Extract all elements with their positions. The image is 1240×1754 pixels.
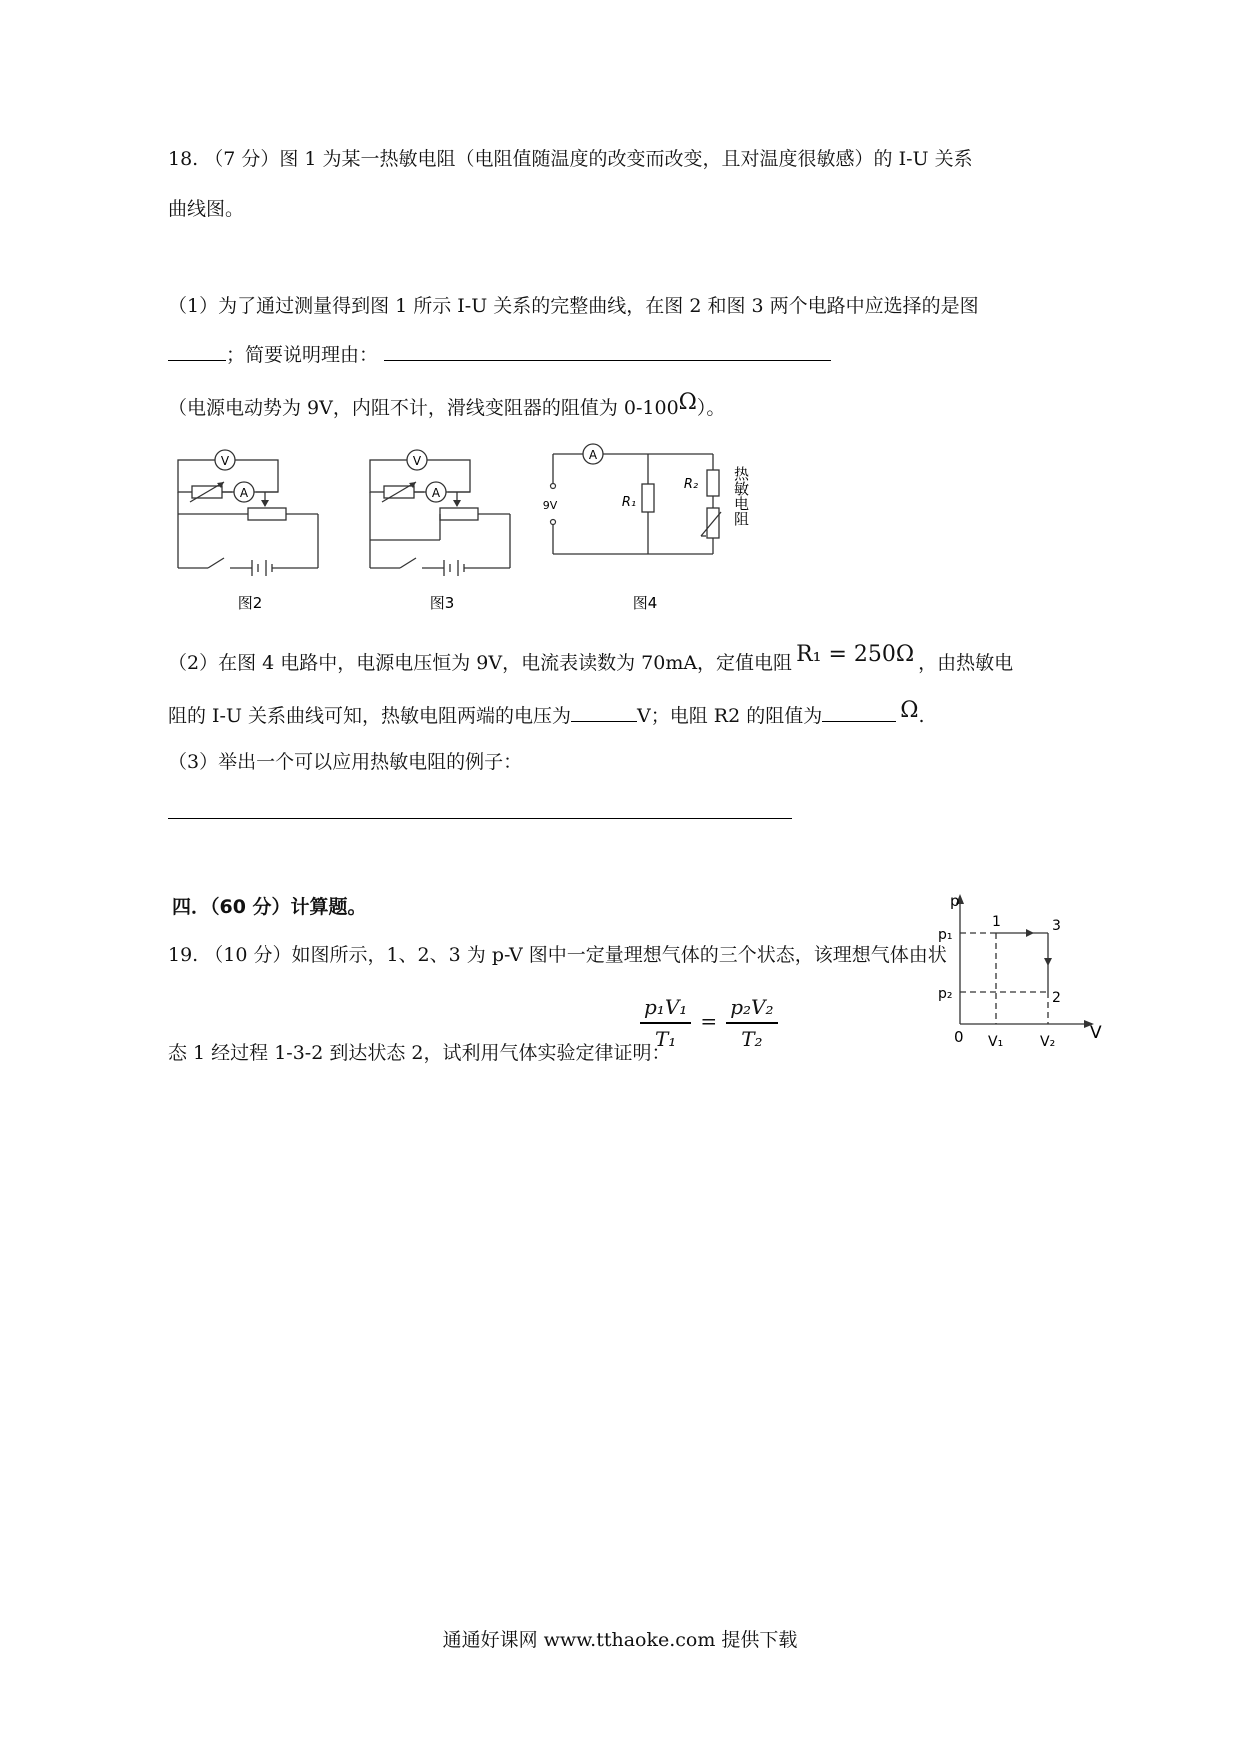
ammeter-label: A — [239, 486, 249, 500]
q19-line2: 态 1 经过程 1-3-2 到达状态 2，试利用气体实验定律证明： — [168, 1042, 671, 1064]
figure-3-caption: 图3 — [429, 594, 455, 612]
q18-line2: 曲线图。 — [168, 198, 245, 220]
p2-label: p₂ — [938, 986, 953, 1002]
q18-part1-line2 — [168, 346, 831, 365]
figure-2-circuit — [170, 440, 330, 615]
v2-label: V₂ — [1040, 1034, 1056, 1050]
thermistor-label: 热敏电阻 — [732, 466, 750, 526]
figure-3-circuit — [362, 440, 522, 615]
figure-2-caption: 图2 — [237, 594, 263, 612]
q18-part1-line1: （1）为了通过测量得到图 1 所示 I-U 关系的完整曲线，在图 2 和图 3 两个电路中应选择的是图 — [168, 295, 979, 317]
answer-blank-figure[interactable] — [168, 359, 226, 361]
r2-label: R₂ — [683, 477, 699, 492]
pv-graph — [930, 888, 1110, 1058]
q18-part3-line1: （3）举出一个可以应用热敏电阻的例子： — [168, 751, 523, 773]
q18-part2-voltage-label: 阻的 I-U 关系曲线可知，热敏电阻两端的电压为 — [168, 705, 572, 727]
ohm-symbol: Ω — [900, 698, 919, 723]
formula-right-denominator: T₂ — [741, 1027, 763, 1051]
formula-left-denominator: T₁ — [654, 1027, 677, 1051]
ammeter-label: A — [588, 448, 598, 462]
q18-part1-reason-label: ；简要说明理由： — [226, 344, 379, 366]
state-2-label: 2 — [1052, 990, 1061, 1006]
formula-equals: = — [700, 1009, 718, 1033]
formula-right — [726, 995, 777, 1051]
answer-blank-resistance[interactable] — [822, 720, 896, 722]
q18-part2-text: （2）在图 4 电路中，电源电压恒为 9V，电流表读数为 70mA，定值电阻 — [168, 652, 793, 674]
v-axis-label: V — [1090, 1023, 1102, 1043]
answer-blank-voltage[interactable] — [571, 720, 637, 722]
ammeter-label: A — [431, 486, 441, 500]
formula-left-numerator: p₁V₁ — [640, 995, 691, 1024]
state-3-label: 3 — [1052, 918, 1061, 934]
formula-right-numerator: p₂V₂ — [726, 995, 777, 1024]
footer: 通通好课网 www.tthaoke.com 提供下载 — [442, 1629, 798, 1651]
q18-line1: 18. （7 分）图 1 为某一热敏电阻（电阻值随温度的改变而改变，且对温度很敏感）的 I-U 关系 — [168, 148, 973, 170]
formula — [640, 995, 778, 1051]
period: . — [918, 705, 925, 727]
voltmeter-label: V — [220, 454, 230, 468]
q18-part2-line1 — [168, 642, 1014, 674]
ohm-symbol: Ω — [678, 390, 697, 415]
origin-label: 0 — [954, 1028, 964, 1046]
answer-blank-reason[interactable] — [384, 359, 831, 361]
voltmeter-label: V — [412, 454, 422, 468]
q18-part1-condition-end: ）。 — [696, 397, 726, 419]
state-1-label: 1 — [992, 914, 1001, 930]
formula-left — [640, 995, 691, 1051]
source-voltage-label: 9V — [542, 499, 558, 512]
figure-4-caption: 图4 — [632, 594, 658, 612]
q18-part2-line2 — [168, 698, 925, 727]
answer-blank-example[interactable] — [168, 818, 792, 819]
v1-label: V₁ — [988, 1034, 1004, 1050]
q18-part1-line3 — [168, 390, 726, 419]
r1-equation: R₁ = 250Ω — [796, 642, 915, 667]
q18-part2-resistance-label: V；电阻 R2 的阻值为 — [637, 705, 823, 727]
q19-line1: 19. （10 分）如图所示，1、2、3 为 p-V 图中一定量理想气体的三个状态，该理想气体由状 — [168, 944, 947, 966]
section-heading: 四．（60 分）计算题。 — [172, 896, 367, 918]
p1-label: p₁ — [938, 927, 953, 943]
p-axis-label: p — [950, 892, 960, 910]
figure-4-circuit — [542, 440, 775, 615]
q18-part1-condition: （电源电动势为 9V，内阻不计，滑线变阻器的阻值为 0-100 — [168, 397, 679, 419]
q18-part2-text-end: ，由热敏电 — [918, 652, 1014, 674]
r1-label: R₁ — [621, 495, 637, 510]
